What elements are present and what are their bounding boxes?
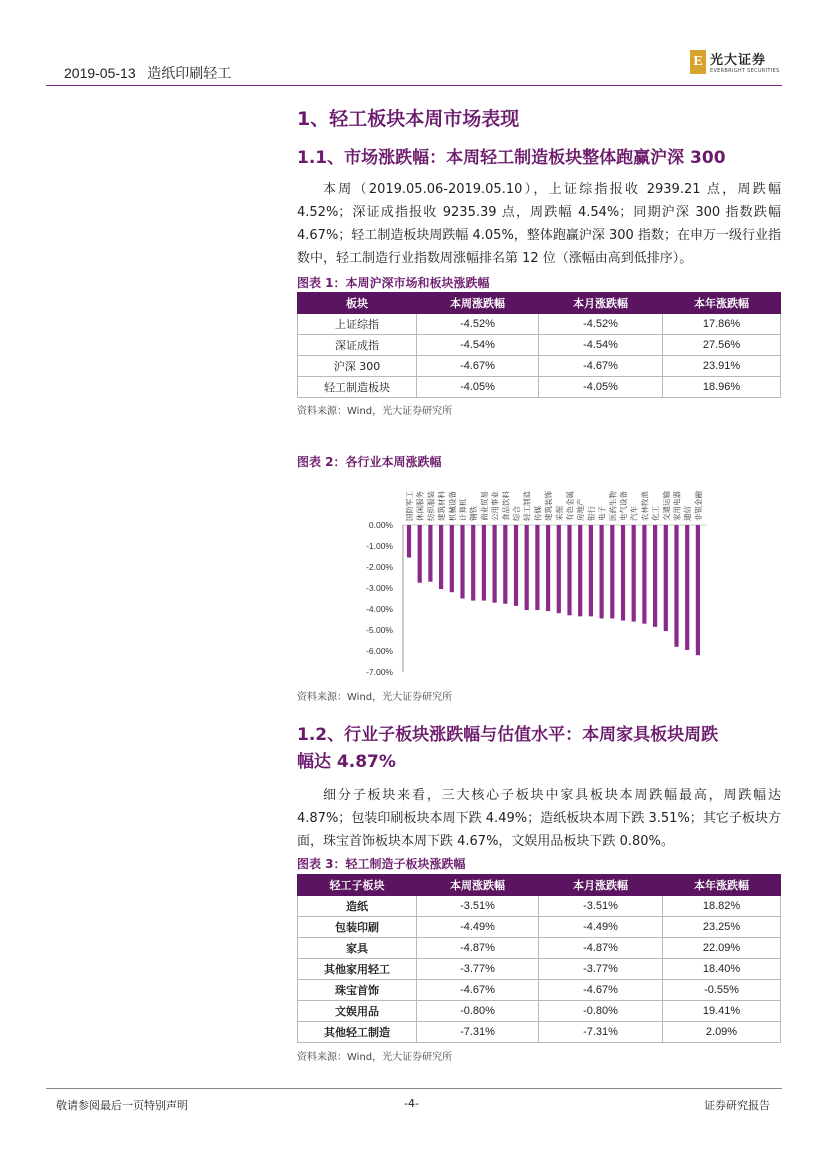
x-category-label: 电气设备 [619,491,628,521]
table-cell: -4.67% [417,356,539,377]
x-category-label: 机械设备 [447,491,457,521]
page-number: -4- [404,1097,419,1110]
x-category-label: 传媒 [533,506,543,521]
table-header-row [298,293,781,314]
table-cell: -4.05% [539,377,663,398]
bar [460,525,464,599]
x-category-label: 家用电器 [672,491,682,521]
paragraph-subsectors: 细分子板块来看，三大核心子板块中家具板块本周跌幅最高，周跌幅达 4.87%；包装印刷板块本周下跌 4.49%；造纸板块本周下跌 3.51%；其它子板块方面，珠宝首饰板块本周下跌 4.67%，文娱用品板块下跌 0.80%。 [297,788,781,849]
table-row [298,959,781,980]
header-divider [46,85,782,86]
paragraph-market: 本周（2019.05.06-2019.05.10），上证综指报收 2939.21 点，周跌幅 4.52%；深证成指报收 9235.39 点，周跌幅 4.54%；同期沪深 300 指数跌幅 4.67%；轻工制造板块周跌幅 4.05%，整体跑赢沪深 300 指数；在申万一级行业指数中，轻工制造行业指数周涨幅排名第 12 位（涨幅由高到低排序）。 [297,182,781,266]
table-row [298,938,781,959]
bar [418,525,422,583]
table-row [298,335,781,356]
table-cell: 27.56% [663,335,781,356]
table-cell: 包装印刷 [298,917,417,938]
bar [557,525,561,613]
table3-title: 图表 3：轻工制造子板块涨跌幅 [297,857,466,871]
bar [653,525,657,627]
x-category-label: 食品饮料 [501,491,511,521]
bar [546,525,550,611]
bar [696,525,700,655]
table-cell: -4.49% [417,917,539,938]
chart-source: 资料来源：Wind，光大证券研究所 [297,692,453,703]
bar [567,525,571,615]
table-cell: 23.91% [663,356,781,377]
bar [525,525,529,610]
x-category-label: 农林牧渔 [640,491,650,521]
x-category-label: 银行 [586,506,596,521]
table-cell: -4.54% [417,335,539,356]
x-category-label: 建筑材料 [437,491,447,521]
bar [439,525,443,589]
table-header: 本周涨跌幅 [417,293,539,314]
x-category-label: 电子 [597,506,607,521]
table-header: 本月涨跌幅 [539,875,663,896]
bar [674,525,678,647]
table-row [298,917,781,938]
table-cell: 沪深 300 [298,356,417,377]
table-row [298,1001,781,1022]
table-cell: 家具 [298,938,417,959]
x-category-label: 化工 [651,506,661,521]
table-cell: 轻工制造板块 [298,377,417,398]
industry-bar-chart [340,470,710,680]
table-cell: 22.09% [663,938,781,959]
table-row [298,314,781,335]
y-tick-label: -3.00% [366,583,393,593]
report-category: 造纸印刷轻工 [147,65,232,81]
x-category-label: 公用事业 [490,491,500,521]
subsector-table [297,874,781,1043]
logo-en: EVERBRIGHT SECURITIES [710,68,780,74]
bar [450,525,454,592]
y-tick-label: -1.00% [366,541,393,551]
table-cell: -4.87% [417,938,539,959]
x-category-label: 国防军工 [405,491,414,521]
table-header: 本周涨跌幅 [417,875,539,896]
table-cell: -4.05% [417,377,539,398]
table-cell: -3.51% [417,896,539,917]
table-row [298,1022,781,1043]
table-cell: 23.25% [663,917,781,938]
x-category-label: 钢铁 [469,506,479,521]
table-cell: 18.96% [663,377,781,398]
footer-report-type: 证券研究报告 [704,1099,770,1112]
footer-divider [46,1088,782,1089]
bar [578,525,582,616]
company-logo [690,49,779,74]
x-category-label: 休闲服务 [415,491,425,521]
x-category-label: 计算机 [458,498,468,521]
bar [621,525,625,621]
table1-source: 资料来源：Wind，光大证券研究所 [297,406,453,417]
table-header: 板块 [298,293,417,314]
table-cell: -4.67% [539,980,663,1001]
x-category-label: 通信 [683,506,693,521]
x-category-label: 医药生物 [608,491,618,521]
bar [600,525,604,618]
table-cell: -4.87% [539,938,663,959]
table-cell: -4.49% [539,917,663,938]
bar [514,525,518,606]
table-cell: -0.55% [663,980,781,1001]
table-header-row [298,875,781,896]
table-cell: -0.80% [539,1001,663,1022]
bar [664,525,668,631]
table-cell: -3.51% [539,896,663,917]
table-cell: 深证成指 [298,335,417,356]
table-header: 本年涨跌幅 [663,875,781,896]
table-cell: 18.82% [663,896,781,917]
header-info [64,63,231,83]
table-cell: -4.67% [417,980,539,1001]
table-cell: -7.31% [539,1022,663,1043]
table-cell: -4.67% [539,356,663,377]
table-cell: 2.09% [663,1022,781,1043]
bar [642,525,646,624]
subsection-title-1-2 [297,722,781,776]
table-cell: 19.41% [663,1001,781,1022]
table-cell: -4.52% [539,314,663,335]
x-category-label: 交通运输 [661,491,671,521]
logo-cn: 光大证券 [710,53,767,68]
y-tick-label: -2.00% [366,562,393,572]
bar [610,525,614,618]
table-cell: 珠宝首饰 [298,980,417,1001]
x-category-label: 房地产 [576,498,586,521]
table-row [298,377,781,398]
y-tick-label: 0.00% [368,520,393,530]
table-cell: -4.52% [417,314,539,335]
footer-disclaimer: 敬请参阅最后一页特别声明 [56,1099,188,1112]
table-cell: 造纸 [298,896,417,917]
x-category-label: 综合 [512,506,521,521]
x-category-label: 采掘 [554,506,564,521]
table-row [298,896,781,917]
bar [493,525,497,603]
table-row [298,356,781,377]
bar [685,525,689,650]
market-table [297,292,781,398]
table-cell: -4.54% [539,335,663,356]
table-header: 本月涨跌幅 [539,293,663,314]
chart-title: 图表 2：各行业本周涨跌幅 [297,455,442,469]
table-cell: 上证综指 [298,314,417,335]
table-cell: -3.77% [417,959,539,980]
bar [482,525,486,601]
bar [471,525,475,601]
subsection-title-1-1: 1.1、市场涨跌幅：本周轻工制造板块整体跑赢沪深 300 [297,148,726,168]
section-title: 1、轻工板块本周市场表现 [297,108,520,130]
x-category-label: 轻工制造 [522,491,532,521]
bar [632,525,636,622]
x-category-label: 纺织服装 [426,491,436,521]
x-category-label: 汽车 [629,506,639,521]
x-category-label: 非银金融 [693,491,703,521]
report-date: 2019-05-13 [64,65,136,81]
x-category-label: 建筑装饰 [544,491,554,521]
table3-source: 资料来源：Wind，光大证券研究所 [297,1052,453,1063]
table-cell: -3.77% [539,959,663,980]
x-category-label: 有色金属 [565,491,575,521]
table-row [298,980,781,1001]
y-tick-label: -7.00% [366,667,393,677]
logo-mark-icon: E [690,50,706,74]
table-cell: 18.40% [663,959,781,980]
table-header: 本年涨跌幅 [663,293,781,314]
table-cell: 文娱用品 [298,1001,417,1022]
bar [428,525,432,582]
table1-title: 图表 1：本周沪深市场和板块涨跌幅 [297,276,490,290]
table-cell: 其他家用轻工 [298,959,417,980]
y-tick-label: -5.00% [366,625,393,635]
y-tick-label: -4.00% [366,604,393,614]
x-category-label: 商业贸易 [479,491,489,521]
table-cell: -7.31% [417,1022,539,1043]
table-cell: 其他轻工制造 [298,1022,417,1043]
subsection-title-line1: 1.2、行业子板块涨跌幅与估值水平：本周家具板块周跌 [297,725,719,745]
table-cell: -0.80% [417,1001,539,1022]
bar [407,525,411,558]
table-header: 轻工子板块 [298,875,417,896]
bar [503,525,507,604]
table-cell: 17.86% [663,314,781,335]
bar [589,525,593,616]
y-tick-label: -6.00% [366,646,393,656]
subsection-title-line2: 幅达 4.87% [297,752,396,772]
bar [535,525,539,610]
